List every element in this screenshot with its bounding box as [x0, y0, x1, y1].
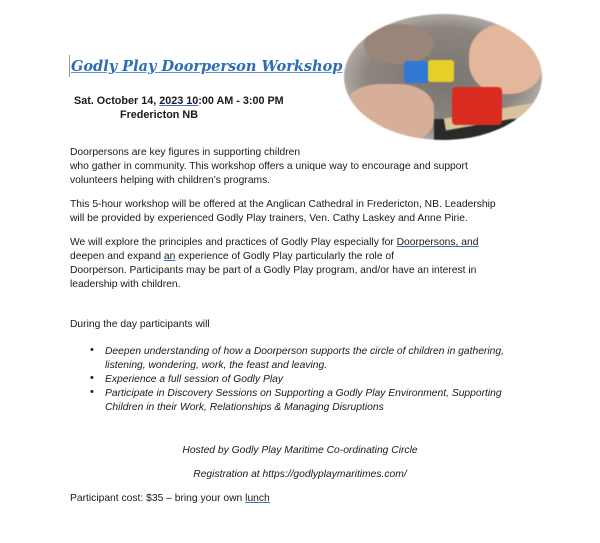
text: deepen and expand [70, 251, 164, 262]
event-datetime [74, 95, 284, 108]
para2-line: will be provided by experienced Godly Play trainers, Ven. Cathy Laskey and Anne Pirie. [70, 213, 468, 224]
para3-line [70, 236, 478, 249]
page-title: Godly Play Doorperson Workshop [71, 58, 343, 75]
year-text: 2023 [159, 95, 184, 107]
list-intro: During the day participants will [70, 319, 210, 330]
para3-line: Doorperson. Participants may be part of a Godly Play program, and/or have an interest in [70, 265, 477, 276]
bullet-icon: • [90, 386, 94, 398]
registration-info: Registration at https://godlyplaymaritimes.com/ [193, 469, 407, 480]
date-text: Sat. October 14, [74, 95, 160, 107]
text: lunch [245, 493, 270, 504]
para3-line [70, 250, 394, 263]
para3-line: leadership with children. [70, 279, 181, 290]
bullet-item: Children in their Work, Relationships & Managing Disruptions [105, 402, 384, 413]
participant-cost [70, 492, 270, 505]
bullet-item: Deepen understanding of how a Doorperson supports the circle of children in gathering, [105, 346, 504, 357]
text: Doorpersons, and [396, 237, 479, 248]
text: We will explore the principles and practices of Godly Play especially for [70, 237, 397, 248]
bullet-icon: • [90, 372, 94, 384]
bullet-item: Experience a full session of Godly Play [105, 374, 283, 385]
hour-text: 10 [183, 95, 199, 107]
para1-line: volunteers helping with children’s programs. [70, 175, 271, 186]
para1-line: Doorpersons are key figures in supporting children [70, 147, 301, 158]
para1-line: who gather in community. This workshop offers a unique way to encourage and support [70, 161, 468, 172]
event-location: Fredericton NB [120, 109, 198, 121]
text: experience of Godly Play particularly the role of [175, 251, 395, 262]
hosted-by: Hosted by Godly Play Maritime Co-ordinating Circle [182, 445, 418, 456]
text-cursor [69, 55, 70, 77]
text: an [163, 251, 176, 262]
bullet-item: Participate in Discovery Sessions on Supporting a Godly Play Environment, Supporting [105, 388, 502, 399]
para2-line: This 5-hour workshop will be offered at the Anglican Cathedral in Fredericton, NB. Leadership [70, 199, 496, 210]
bullet-item: listening, wondering, work, the feast and leaving. [105, 360, 328, 371]
bullet-icon: • [90, 344, 94, 356]
time-text: :00 AM - 3:00 PM [198, 95, 284, 107]
text: Participant cost: $35 – bring your own [70, 493, 246, 504]
children-playing-photo [344, 14, 542, 140]
